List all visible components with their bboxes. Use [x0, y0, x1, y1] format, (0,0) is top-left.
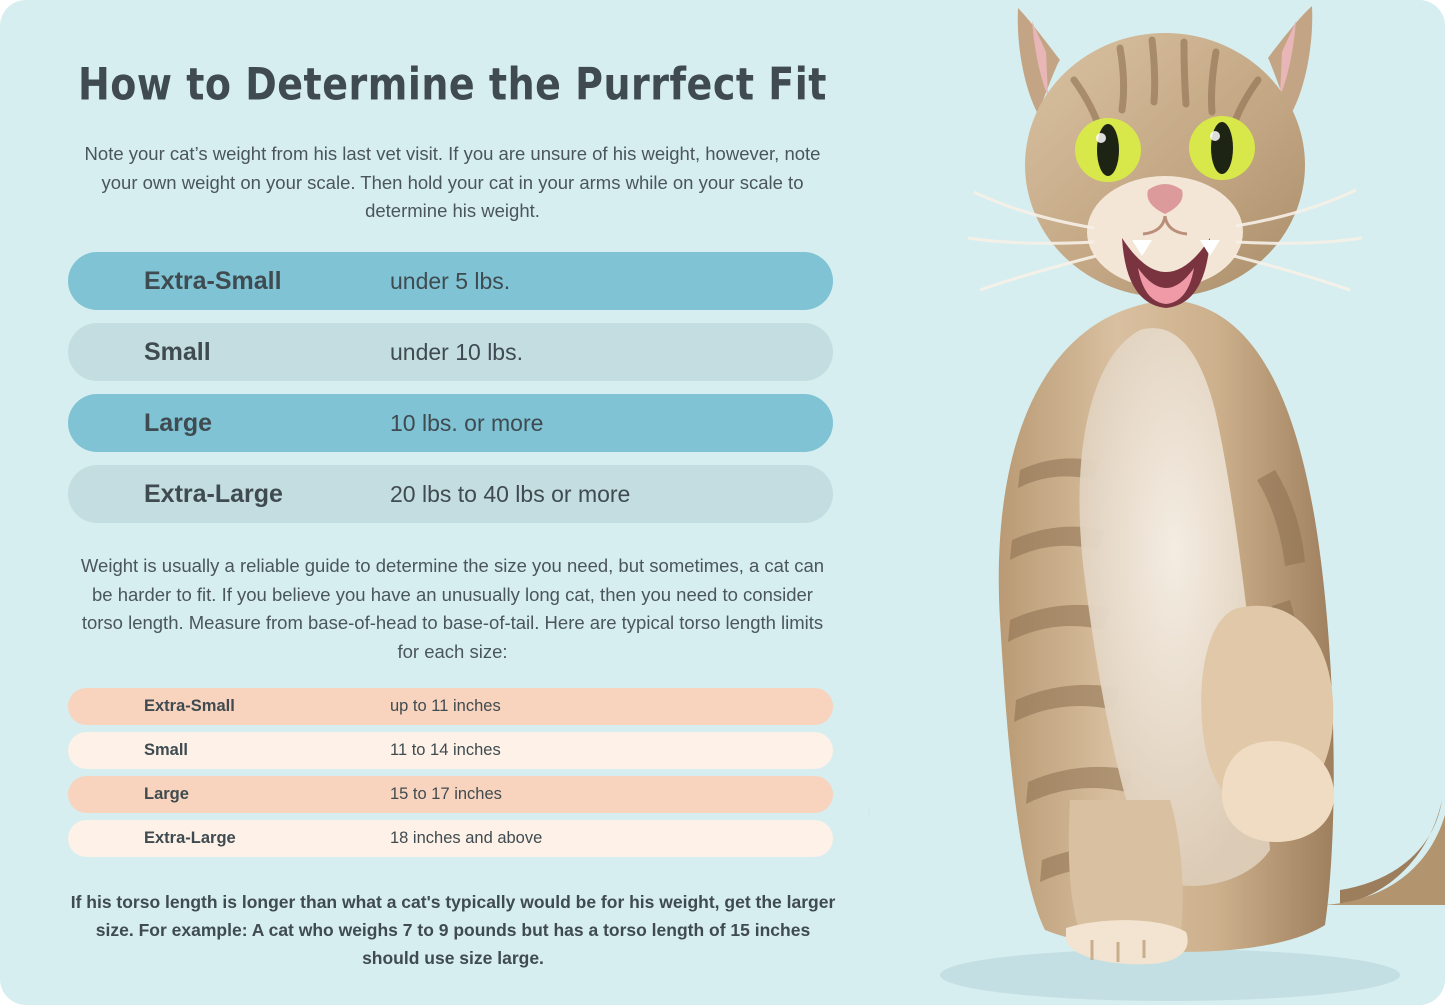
- table-row: [68, 252, 833, 310]
- footnote-paragraph: If his torso length is longer than what a cat's typically would be for his weight, get the larger size. For example: A cat who weighs 7 to 9 pounds but has a torso length of 15 inches should use size large.: [70, 892, 836, 968]
- torso-row-size: Large: [144, 785, 189, 803]
- table-row: [68, 776, 833, 813]
- weight-size-table: [68, 252, 833, 536]
- cat-photo: [870, 0, 1445, 1005]
- torso-length-table: [68, 688, 833, 864]
- table-row: [68, 465, 833, 523]
- table-row: [68, 688, 833, 725]
- torso-row-value: up to 11 inches: [390, 697, 501, 715]
- table-row: [68, 394, 833, 452]
- torso-row-size: Small: [144, 741, 189, 759]
- cat-photo-area: [870, 0, 1445, 1005]
- weight-row-value: 10 lbs. or more: [390, 409, 544, 436]
- weight-row-size: Extra-Large: [144, 479, 283, 508]
- weight-row-size: Small: [144, 337, 211, 366]
- intro-paragraph: Note your cat’s weight from his last vet visit. If you are unsure of his weight, however, note your own weight on your scale. Then hold your cat in your arms while on your scale to determine his weight.: [84, 143, 821, 222]
- torso-intro-paragraph: Weight is usually a reliable guide to determine the size you need, but sometimes, a cat can be harder to fit. If you believe you have an unusually long cat, then you need to consider torso length. Measure from base-of-head to base-of-tail. Here are typical torso length limits for each size:: [80, 555, 825, 663]
- weight-row-value: 20 lbs to 40 lbs or more: [390, 480, 631, 507]
- torso-row-size: Extra-Large: [144, 829, 236, 847]
- torso-row-value: 18 inches and above: [390, 829, 543, 847]
- weight-row-value: under 10 lbs.: [390, 338, 523, 365]
- table-row: [68, 323, 833, 381]
- torso-row-size: Extra-Small: [144, 697, 235, 715]
- weight-row-size: Extra-Small: [144, 266, 282, 295]
- torso-row-value: 15 to 17 inches: [390, 785, 502, 803]
- weight-row-value: under 5 lbs.: [390, 267, 511, 294]
- page-title: How to Determine the Purrfect Fit: [78, 58, 827, 110]
- torso-row-value: 11 to 14 inches: [390, 741, 501, 759]
- table-row: [68, 820, 833, 857]
- weight-row-size: Large: [144, 408, 213, 437]
- table-row: [68, 732, 833, 769]
